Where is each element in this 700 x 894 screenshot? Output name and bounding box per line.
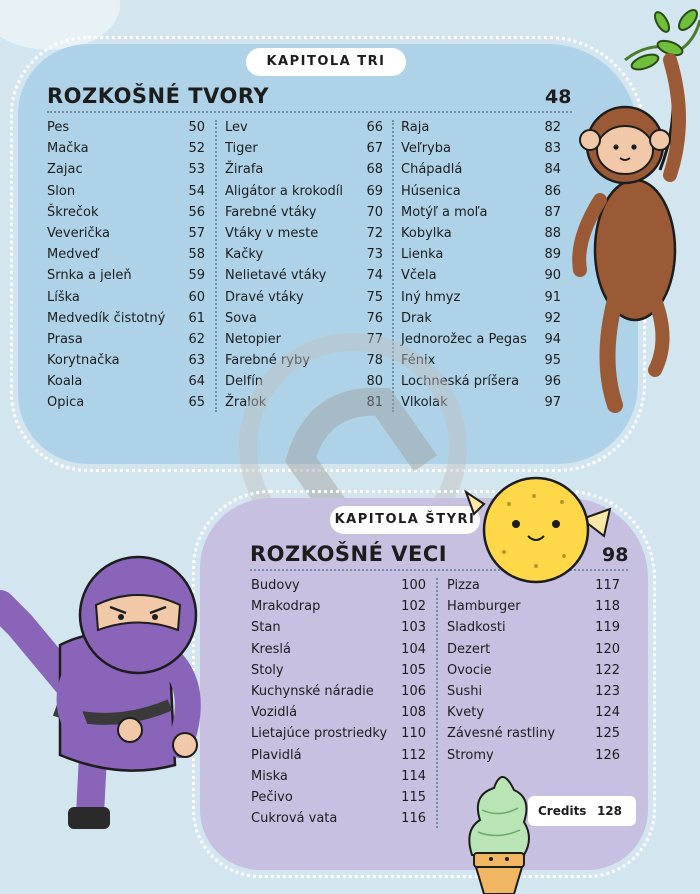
toc-entry-page: 50 (188, 120, 205, 135)
toc-entry-page: 108 (401, 705, 426, 721)
toc-entry-page: 74 (366, 268, 383, 284)
toc-entry-title: Pes (47, 120, 70, 135)
toc-entry-title: Medvedík čistotný (47, 310, 166, 326)
toc-entry-page: 118 (595, 599, 620, 615)
toc-entry-page: 96 (544, 374, 561, 390)
toc-entry-page: 110 (401, 726, 426, 742)
toc-entry-page: 119 (595, 620, 620, 636)
toc-entry-page: 123 (595, 683, 620, 699)
toc-entry[interactable] (401, 181, 561, 202)
toc-entry-page: 87 (544, 204, 561, 220)
toc-entry[interactable] (401, 159, 561, 180)
toc-entry[interactable] (447, 681, 620, 702)
toc-entry-page: 82 (544, 120, 561, 135)
toc-entry[interactable] (225, 223, 383, 244)
toc-entry[interactable] (251, 596, 426, 617)
chapter4-title[interactable]: ROZKOŠNÉ VECI (250, 542, 448, 566)
toc-entry-page: 52 (188, 141, 205, 157)
toc-entry-page: 57 (188, 225, 205, 241)
toc-entry-page: 94 (544, 331, 561, 347)
toc-entry-page: 83 (544, 141, 561, 157)
toc-entry[interactable] (47, 202, 205, 223)
toc-entry-title: Lienka (401, 247, 444, 263)
toc-entry-title: Srnka a jeleň (47, 268, 132, 284)
toc-entry-page: 100 (401, 578, 426, 593)
toc-entry-title: Kvety (447, 705, 485, 721)
toc-entry[interactable] (47, 181, 205, 202)
toc-entry-title: Lietajúce prostriedky (251, 726, 388, 742)
toc-entry-title: Žralok (225, 395, 267, 411)
toc-entry[interactable] (447, 596, 620, 617)
toc-entry-title: Chápadlá (401, 162, 463, 178)
ninja-illustration (0, 545, 240, 845)
toc-entry-title: Zajac (47, 162, 83, 178)
toc-entry-title: Dezert (447, 641, 491, 657)
toc-entry-page: 76 (366, 310, 383, 326)
toc-entry-title: Koala (47, 374, 83, 390)
toc-entry[interactable] (251, 660, 426, 681)
column-divider (215, 120, 217, 412)
toc-entry-title: Stromy (447, 747, 494, 763)
toc-entry[interactable] (251, 702, 426, 723)
toc-entry-title: Iný hmyz (401, 289, 461, 305)
chapter3-column-1 (47, 117, 205, 414)
toc-entry-page: 92 (544, 310, 561, 326)
toc-entry-page: 84 (544, 162, 561, 178)
toc-entry-title: Veľryba (401, 141, 452, 157)
toc-entry-title: Sushi (447, 683, 483, 699)
toc-entry[interactable] (401, 223, 561, 244)
chapter3-title[interactable]: ROZKOŠNÉ TVORY (47, 84, 270, 108)
toc-entry[interactable] (401, 308, 561, 329)
toc-entry-page: 91 (544, 289, 561, 305)
toc-entry-page: 78 (366, 353, 383, 369)
toc-entry-title: Prasa (47, 331, 83, 347)
chapter3-page: 48 (545, 86, 572, 108)
toc-entry-title: Raja (401, 120, 430, 135)
toc-entry-title: Líška (47, 289, 80, 305)
toc-entry[interactable] (251, 639, 426, 660)
toc-entry[interactable] (401, 265, 561, 286)
toc-entry-title: Ovocie (447, 662, 492, 678)
toc-entry-title: Hamburger (447, 599, 521, 615)
toc-entry[interactable] (251, 787, 426, 808)
toc-entry[interactable] (401, 117, 561, 138)
toc-entry-title: Lochneská príšera (401, 374, 520, 390)
toc-entry-page: 62 (188, 331, 205, 347)
toc-entry[interactable] (251, 808, 426, 829)
ice-cream-illustration (462, 760, 534, 894)
toc-entry-page: 95 (544, 353, 561, 369)
toc-entry-title: Delfín (225, 374, 264, 390)
toc-entry-page: 114 (401, 768, 426, 784)
toc-entry-title: Aligátor a krokodíl (225, 183, 343, 199)
toc-entry[interactable] (251, 617, 426, 638)
toc-entry-page: 64 (188, 374, 205, 390)
toc-entry[interactable] (225, 117, 383, 138)
toc-entry-title: Stan (251, 620, 281, 636)
toc-entry-title: Kuchynské náradie (251, 683, 374, 699)
toc-entry[interactable] (447, 617, 620, 638)
toc-entry[interactable] (47, 329, 205, 350)
toc-entry-page: 104 (401, 641, 426, 657)
toc-entry[interactable] (47, 138, 205, 159)
toc-entry-title: Drak (401, 310, 432, 326)
toc-entry-page: 105 (401, 662, 426, 678)
toc-entry[interactable] (251, 723, 426, 744)
toc-entry-title: Opica (47, 395, 85, 411)
toc-entry-title: Škrečok (47, 204, 99, 220)
chapter4-column-1 (251, 575, 426, 829)
toc-entry[interactable] (401, 287, 561, 308)
toc-entry-title: Včela (401, 268, 437, 284)
toc-entry[interactable] (447, 639, 620, 660)
toc-entry-page: 125 (595, 726, 620, 742)
toc-entry[interactable] (251, 681, 426, 702)
toc-entry-page: 112 (401, 747, 426, 763)
credits-page: 128 (596, 804, 622, 818)
toc-entry-title: Slon (47, 183, 76, 199)
toc-entry[interactable] (47, 350, 205, 371)
toc-entry-page: 106 (401, 683, 426, 699)
toc-entry-page: 120 (595, 641, 620, 657)
toc-entry-title: Farebné vtáky (225, 204, 317, 220)
toc-entry[interactable] (225, 202, 383, 223)
toc-entry-page: 54 (188, 183, 205, 199)
toc-entry-page: 90 (544, 268, 561, 284)
toc-entry-page: 69 (366, 183, 383, 199)
toc-entry-title: Dravé vtáky (225, 289, 304, 305)
toc-entry-page: 61 (188, 310, 205, 326)
toc-entry[interactable] (251, 575, 426, 596)
toc-entry-page: 122 (595, 662, 620, 678)
toc-entry-page: 68 (366, 162, 383, 178)
chapter3-label: KAPITOLA TRI (246, 48, 406, 76)
toc-entry-page: 89 (544, 247, 561, 263)
toc-entry[interactable] (47, 287, 205, 308)
toc-entry-page: 66 (366, 120, 383, 135)
toc-entry[interactable] (447, 702, 620, 723)
toc-entry-title: Stoly (251, 662, 284, 678)
toc-entry-page: 81 (366, 395, 383, 411)
toc-entry-title: Pizza (447, 578, 480, 593)
toc-entry[interactable] (401, 202, 561, 223)
toc-entry-page: 102 (401, 599, 426, 615)
toc-entry-title: Lev (225, 120, 248, 135)
toc-entry-title: Motýľ a moľa (401, 204, 488, 220)
toc-entry[interactable] (47, 308, 205, 329)
toc-entry[interactable] (225, 181, 383, 202)
toc-entry-title: Húsenica (401, 183, 461, 199)
toc-entry[interactable] (251, 766, 426, 787)
toc-entry[interactable] (225, 265, 383, 286)
chapter4-page: 98 (602, 544, 629, 566)
monkey-illustration (570, 0, 700, 420)
toc-entry-title: Plavidlá (251, 747, 302, 763)
toc-entry-page: 67 (366, 141, 383, 157)
toc-entry[interactable] (47, 117, 205, 138)
toc-entry[interactable] (225, 138, 383, 159)
toc-entry-title: Medveď (47, 247, 99, 263)
toc-entry-title: Netopier (225, 331, 281, 347)
chapter4-label: KAPITOLA ŠTYRI (330, 506, 480, 534)
toc-entry-page: 58 (188, 247, 205, 263)
toc-entry-title: Miska (251, 768, 288, 784)
toc-entry-title: Mrakodrap (251, 599, 321, 615)
toc-entry-page: 124 (595, 705, 620, 721)
toc-entry-title: Sova (225, 310, 257, 326)
toc-entry-title: Fénix (401, 353, 436, 369)
toc-entry[interactable] (225, 287, 383, 308)
toc-entry[interactable] (47, 371, 205, 392)
toc-entry-title: Kreslá (251, 641, 291, 657)
toc-entry[interactable] (47, 159, 205, 180)
toc-entry[interactable] (401, 244, 561, 265)
toc-entry-title: Budovy (251, 578, 300, 593)
toc-entry-title: Farebné ryby (225, 353, 310, 369)
toc-entry-title: Korytnačka (47, 353, 120, 369)
toc-entry-title: Kobylka (401, 225, 452, 241)
toc-entry-page: 60 (188, 289, 205, 305)
toc-entry-title: Mačka (47, 141, 89, 157)
toc-entry-page: 115 (401, 789, 426, 805)
credits-entry[interactable] (528, 796, 636, 826)
credits-label: Credits (538, 804, 587, 818)
toc-entry[interactable] (447, 660, 620, 681)
toc-entry-page: 97 (544, 395, 561, 411)
toc-entry-title: Nelietavé vtáky (225, 268, 327, 284)
toc-entry-title: Kačky (225, 247, 264, 263)
toc-entry[interactable] (401, 138, 561, 159)
toc-entry-page: 75 (366, 289, 383, 305)
toc-entry[interactable] (225, 244, 383, 265)
toc-entry-title: Žirafa (225, 162, 264, 178)
toc-entry[interactable] (47, 265, 205, 286)
toc-entry[interactable] (447, 723, 620, 744)
toc-entry-page: 70 (366, 204, 383, 220)
toc-entry-page: 117 (595, 578, 620, 593)
toc-entry-title: Pečivo (251, 789, 293, 805)
toc-entry-title: Vlkolak (401, 395, 448, 411)
toc-entry-title: Vozidlá (251, 705, 298, 721)
chapter4-column-2 (447, 575, 620, 766)
toc-entry-title: Cukrová vata (251, 811, 338, 827)
toc-entry-page: 86 (544, 183, 561, 199)
toc-entry[interactable] (251, 745, 426, 766)
toc-entry-page: 73 (366, 247, 383, 263)
toc-entry-title: Tiger (225, 141, 258, 157)
toc-entry-page: 80 (366, 374, 383, 390)
chapter3-title-rule (47, 111, 572, 113)
toc-entry-page: 116 (401, 811, 426, 827)
toc-entry-page: 53 (188, 162, 205, 178)
toc-entry-page: 56 (188, 204, 205, 220)
toc-entry[interactable] (47, 223, 205, 244)
toc-entry[interactable] (225, 159, 383, 180)
toc-entry[interactable] (47, 244, 205, 265)
toc-entry[interactable] (47, 392, 205, 413)
toc-entry-page: 65 (188, 395, 205, 411)
toc-entry-title: Jednorožec a Pegas (401, 331, 527, 347)
pufferfish-illustration (464, 474, 614, 589)
toc-entry-title: Vtáky v meste (225, 225, 319, 241)
toc-entry-title: Veverička (47, 225, 110, 241)
toc-entry-title: Sladkosti (447, 620, 506, 636)
toc-entry[interactable] (225, 308, 383, 329)
toc-entry-page: 103 (401, 620, 426, 636)
toc-entry-page: 88 (544, 225, 561, 241)
toc-entry-page: 63 (188, 353, 205, 369)
toc-entry-title: Závesné rastliny (447, 726, 556, 742)
toc-entry-page: 72 (366, 225, 383, 241)
column-divider (436, 578, 438, 828)
toc-entry-page: 59 (188, 268, 205, 284)
toc-entry-page: 126 (595, 747, 620, 763)
toc-entry-page: 77 (366, 331, 383, 347)
